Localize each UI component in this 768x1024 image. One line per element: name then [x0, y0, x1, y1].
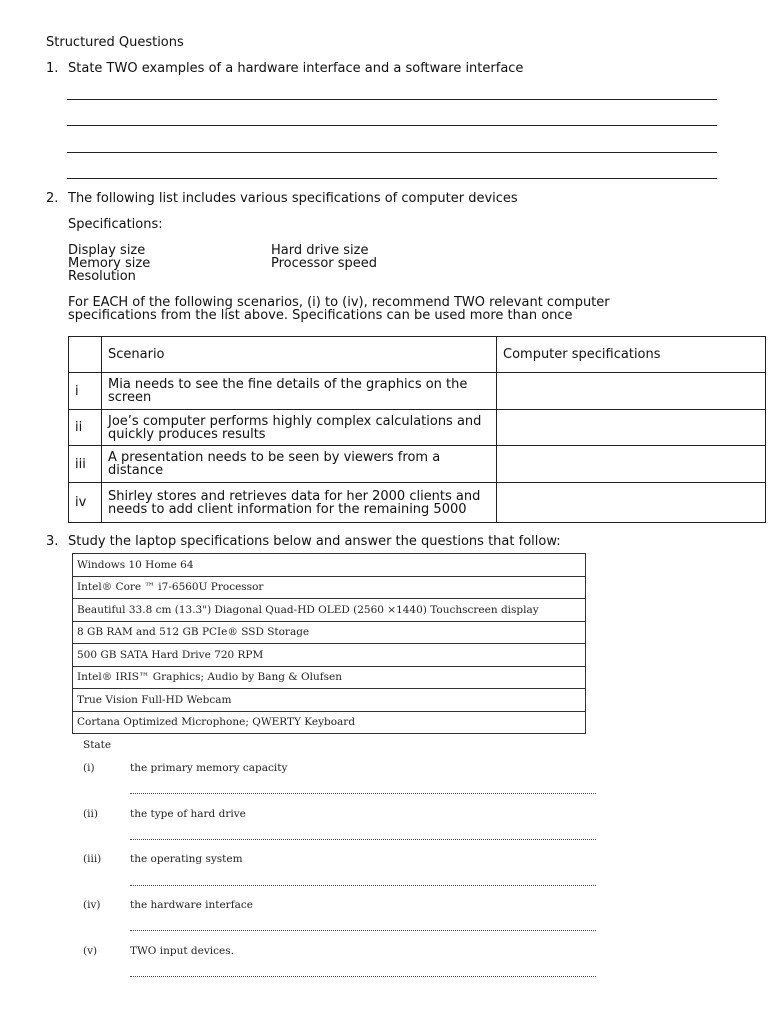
laptop-spec-ram-ssd: 8 GB RAM and 512 GB PCIe® SSD Storage	[73, 621, 586, 644]
spec-label: Specifications:	[68, 217, 163, 232]
q1-answer-line-4[interactable]	[67, 178, 717, 179]
answer-cell[interactable]	[497, 446, 766, 483]
q2-instruction-line-1: For EACH of the following scenarios, (i) to (iv), recommend TWO relevant computer	[68, 295, 610, 310]
q3-text: Study the laptop specifications below and answer the questions that follow:	[68, 534, 561, 549]
answer-cell[interactable]	[497, 483, 766, 523]
row-number: iii	[69, 446, 102, 483]
laptop-spec-hdd: 500 GB SATA Hard Drive 720 RPM	[73, 644, 586, 667]
answer-line-iv[interactable]	[130, 930, 596, 931]
part-number: (iii)	[83, 853, 102, 865]
q2-text: The following list includes various specifications of computer devices	[68, 191, 518, 206]
spec-hard-drive-size: Hard drive size	[271, 243, 369, 258]
part-text: TWO input devices.	[130, 945, 234, 957]
row-scenario: Mia needs to see the fine details of the graphics on the screen	[102, 373, 497, 410]
laptop-spec-display: Beautiful 33.8 cm (13.3") Diagonal Quad-HD OLED (2560 ×1440) Touchscreen display	[73, 599, 586, 622]
row-number: iv	[69, 483, 102, 523]
part-number: (i)	[83, 762, 95, 774]
row-scenario: A presentation needs to be seen by viewers from a distance	[102, 446, 497, 483]
q1-answer-line-3[interactable]	[67, 152, 717, 153]
header-scenario: Scenario	[102, 337, 497, 373]
q2-number: 2.	[46, 191, 59, 206]
q1-answer-line-1[interactable]	[67, 99, 717, 100]
laptop-spec-mic-keyboard: Cortana Optimized Microphone; QWERTY Keyboard	[73, 711, 586, 734]
part-text: the type of hard drive	[130, 808, 246, 820]
q3-number: 3.	[46, 534, 59, 549]
q1-text: State TWO examples of a hardware interface and a software interface	[68, 61, 524, 76]
laptop-spec-os: Windows 10 Home 64	[73, 554, 586, 577]
table-row	[69, 410, 766, 446]
part-text: the primary memory capacity	[130, 762, 288, 774]
answer-line-iii[interactable]	[130, 885, 596, 886]
laptop-spec-table	[72, 553, 586, 734]
spec-resolution: Resolution	[68, 269, 136, 284]
table-header-row	[69, 337, 766, 373]
part-text: the hardware interface	[130, 899, 253, 911]
page-heading: Structured Questions	[46, 35, 184, 50]
laptop-spec-graphics-audio: Intel® IRIS™ Graphics; Audio by Bang & Olufsen	[73, 666, 586, 689]
row-number: i	[69, 373, 102, 410]
table-row	[69, 446, 766, 483]
header-computer-specs: Computer specifications	[497, 337, 766, 373]
row-scenario: Joe’s computer performs highly complex calculations and quickly produces results	[102, 410, 497, 446]
part-number: (ii)	[83, 808, 98, 820]
row-scenario: Shirley stores and retrieves data for her 2000 clients and needs to add client information for the remaining 5000	[102, 483, 497, 523]
scenario-table	[68, 336, 766, 523]
part-text: the operating system	[130, 853, 243, 865]
row-number: ii	[69, 410, 102, 446]
answer-line-i[interactable]	[130, 793, 596, 794]
header-num-cell	[69, 337, 102, 373]
spec-processor-speed: Processor speed	[271, 256, 378, 271]
laptop-spec-processor: Intel® Core ™ i7-6560U Processor	[73, 576, 586, 599]
answer-cell[interactable]	[497, 410, 766, 446]
table-row	[69, 373, 766, 410]
laptop-spec-webcam: True Vision Full-HD Webcam	[73, 689, 586, 712]
spec-memory-size: Memory size	[68, 256, 151, 271]
answer-cell[interactable]	[497, 373, 766, 410]
q1-number: 1.	[46, 61, 59, 76]
answer-line-ii[interactable]	[130, 839, 596, 840]
part-number: (iv)	[83, 899, 101, 911]
table-row	[69, 483, 766, 523]
spec-display-size: Display size	[68, 243, 146, 258]
part-number: (v)	[83, 945, 98, 957]
answer-line-v[interactable]	[130, 976, 596, 977]
state-label: State	[83, 739, 112, 751]
q2-instruction-line-2: specifications from the list above. Specifications can be used more than once	[68, 308, 573, 323]
q1-answer-line-2[interactable]	[67, 125, 717, 126]
